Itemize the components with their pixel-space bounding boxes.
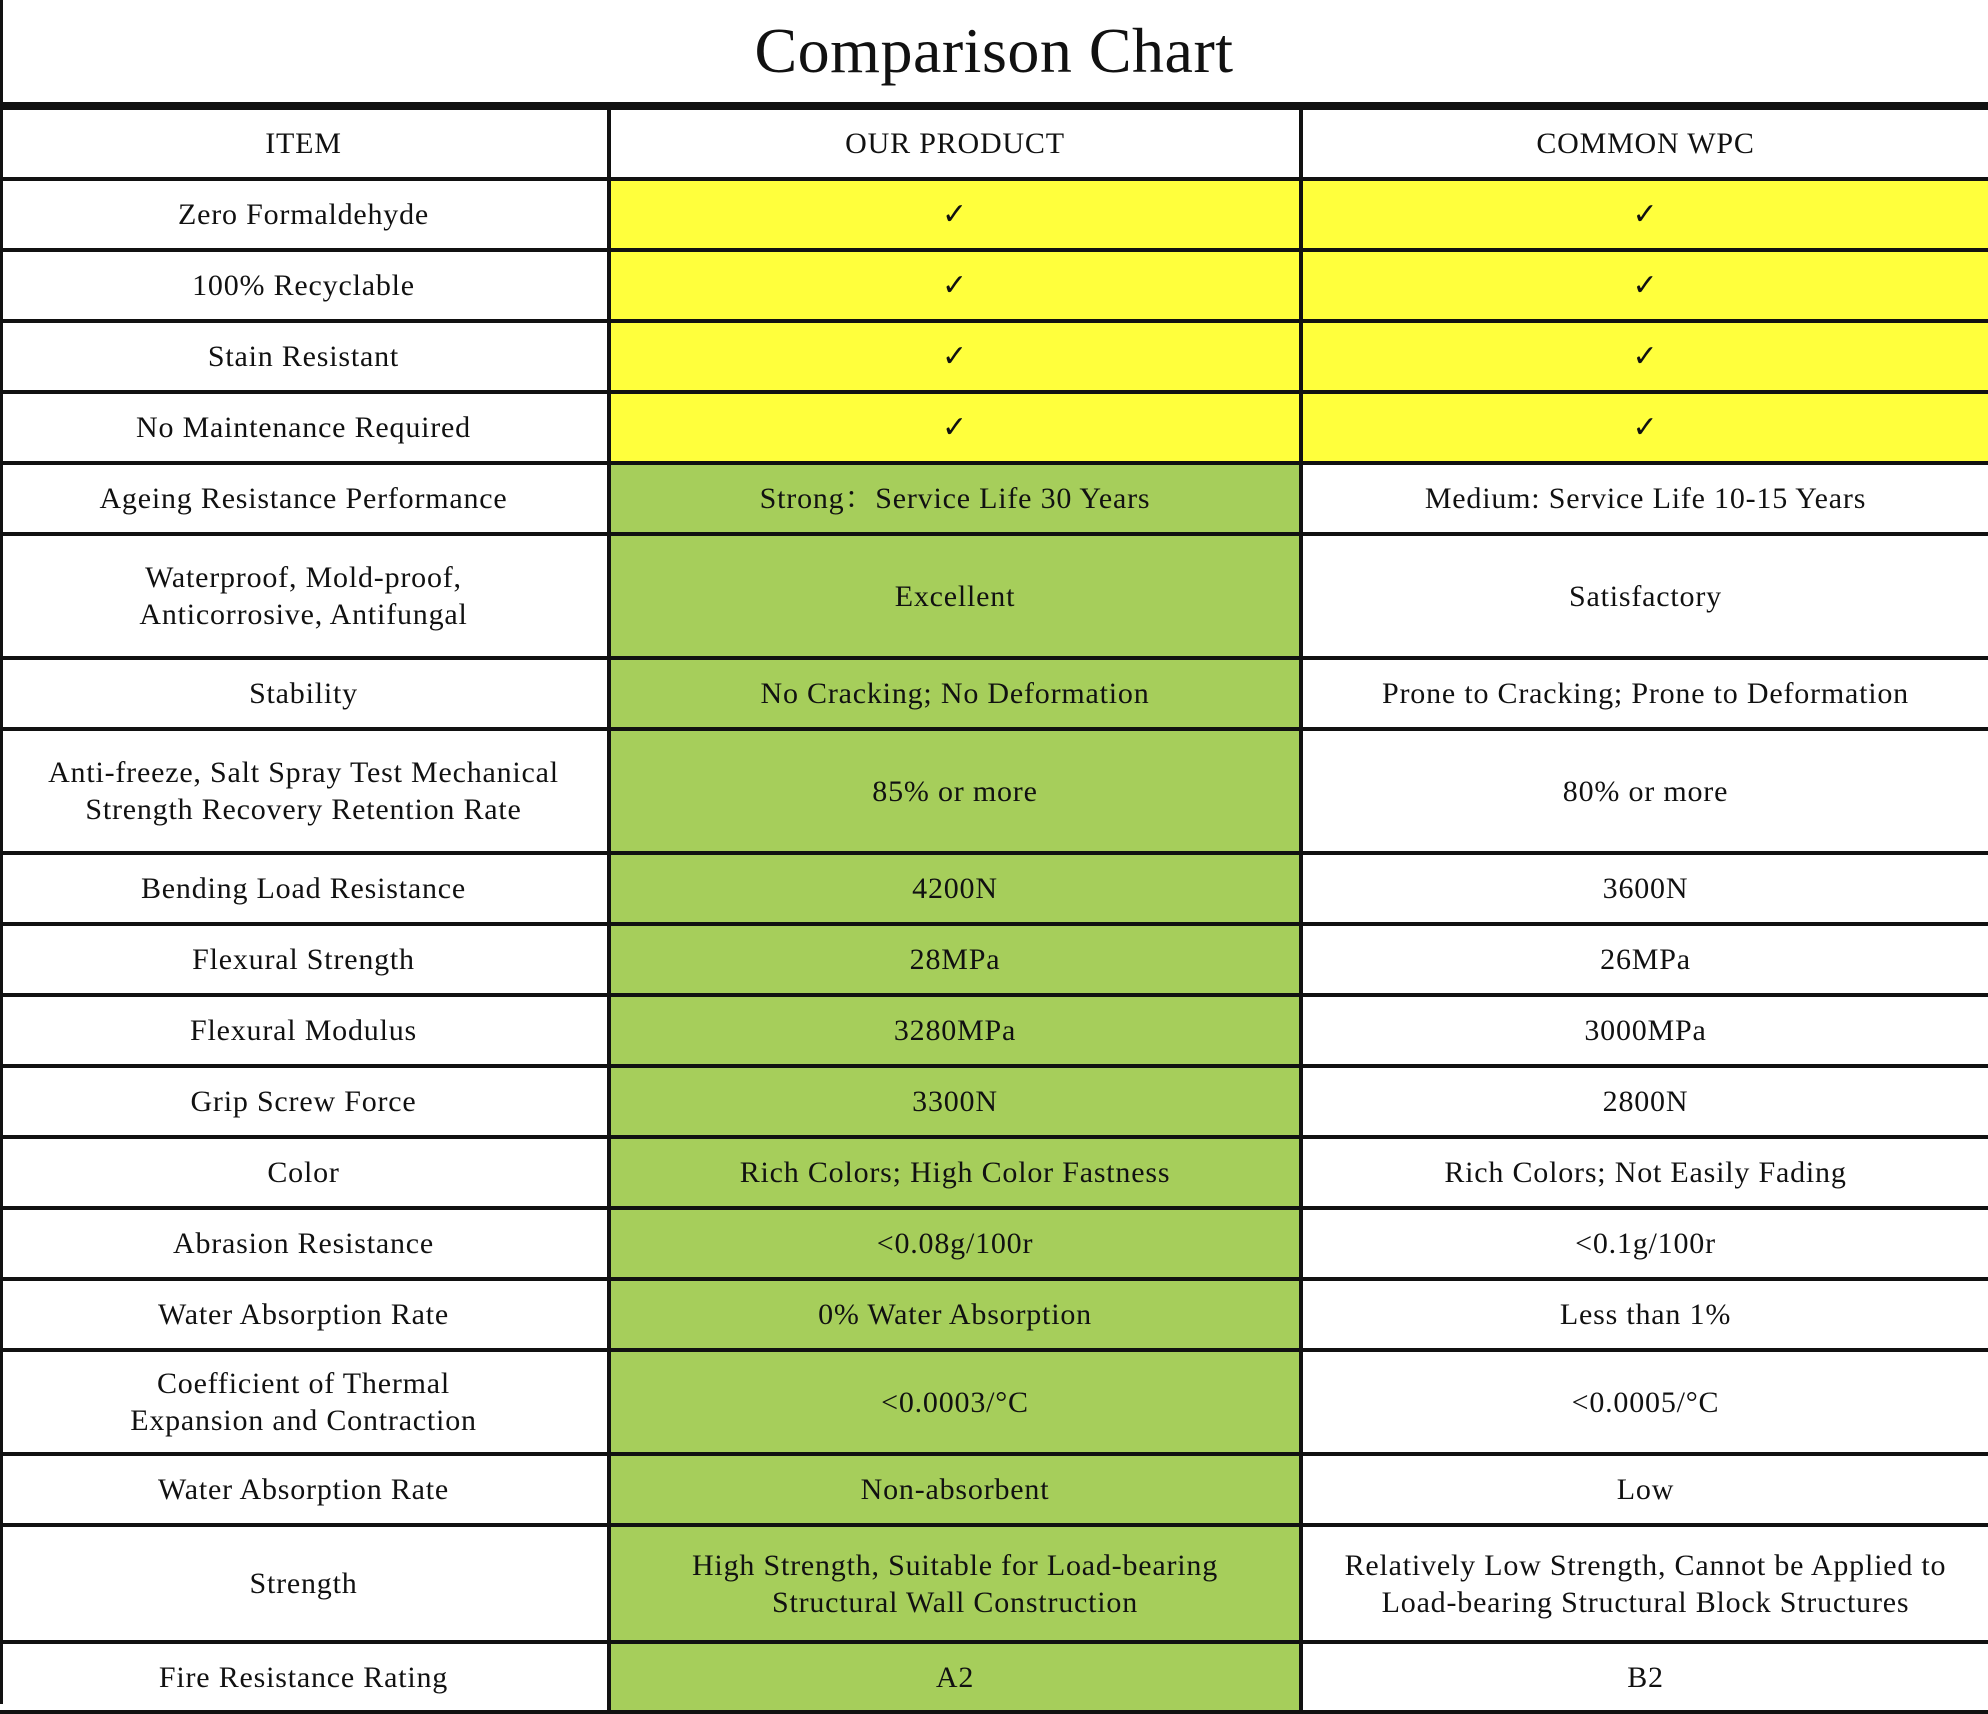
common-wpc-check-icon: ✓ [1301,392,1988,463]
table-row [0,250,1988,321]
our-product-value: Non-absorbent [609,1454,1301,1525]
table-row [0,658,1988,729]
our-product-value: <0.08g/100r [609,1208,1301,1279]
our-product-value: 0% Water Absorption [609,1279,1301,1350]
common-wpc-value: 2800N [1301,1066,1988,1137]
chart-title: Comparison Chart [0,0,1988,106]
row-item: Color [0,1137,609,1208]
table-row [0,534,1988,658]
common-wpc-check-icon: ✓ [1301,250,1988,321]
header-our-product: OUR PRODUCT [609,108,1301,179]
common-wpc-check-icon: ✓ [1301,179,1988,250]
our-product-value: 3280MPa [609,995,1301,1066]
our-product-check-icon: ✓ [609,392,1301,463]
our-product-value: 4200N [609,853,1301,924]
common-wpc-value: 3000MPa [1301,995,1988,1066]
table-row [0,1642,1988,1712]
our-product-value: A2 [609,1642,1301,1712]
our-product-check-icon: ✓ [609,250,1301,321]
our-product-value: 28MPa [609,924,1301,995]
common-wpc-check-icon: ✓ [1301,321,1988,392]
row-item: Stability [0,658,609,729]
our-product-value: Excellent [609,534,1301,658]
table-row [0,924,1988,995]
row-item: 100% Recyclable [0,250,609,321]
our-product-value: No Cracking; No Deformation [609,658,1301,729]
table-row [0,729,1988,853]
table-row [0,1066,1988,1137]
row-item: Fire Resistance Rating [0,1642,609,1712]
common-wpc-value: Rich Colors; Not Easily Fading [1301,1137,1988,1208]
table-row [0,1137,1988,1208]
our-product-value: High Strength, Suitable for Load-bearing Structural Wall Construction [609,1525,1301,1642]
header-item: ITEM [0,108,609,179]
table-row [0,392,1988,463]
common-wpc-value: Less than 1% [1301,1279,1988,1350]
row-item: Anti-freeze, Salt Spray Test Mechanical Strength Recovery Retention Rate [0,729,609,853]
comparison-table [0,106,1988,1714]
row-item: Waterproof, Mold-proof, Anticorrosive, Antifungal [0,534,609,658]
table-row [0,179,1988,250]
common-wpc-value: 26MPa [1301,924,1988,995]
row-item: Flexural Strength [0,924,609,995]
header-row [0,108,1988,179]
row-item: Stain Resistant [0,321,609,392]
row-item: Grip Screw Force [0,1066,609,1137]
header-common-wpc: COMMON WPC [1301,108,1988,179]
common-wpc-value: 80% or more [1301,729,1988,853]
our-product-check-icon: ✓ [609,321,1301,392]
row-item: Water Absorption Rate [0,1279,609,1350]
table-row [0,995,1988,1066]
table-row [0,853,1988,924]
table-row [0,1454,1988,1525]
common-wpc-value: Satisfactory [1301,534,1988,658]
common-wpc-value: Medium: Service Life 10-15 Years [1301,463,1988,534]
common-wpc-value: <0.0005/°C [1301,1350,1988,1454]
table-row [0,1350,1988,1454]
row-item: Water Absorption Rate [0,1454,609,1525]
row-item: Abrasion Resistance [0,1208,609,1279]
common-wpc-value: Low [1301,1454,1988,1525]
common-wpc-value: Relatively Low Strength, Cannot be Applied to Load-bearing Structural Block Structures [1301,1525,1988,1642]
row-item: Coefficient of Thermal Expansion and Contraction [0,1350,609,1454]
table-row [0,1279,1988,1350]
our-product-check-icon: ✓ [609,179,1301,250]
our-product-value: Rich Colors; High Color Fastness [609,1137,1301,1208]
row-item: Zero Formaldehyde [0,179,609,250]
table-row [0,1208,1988,1279]
our-product-value: 3300N [609,1066,1301,1137]
row-item: Bending Load Resistance [0,853,609,924]
table-row [0,1525,1988,1642]
table-row [0,463,1988,534]
common-wpc-value: <0.1g/100r [1301,1208,1988,1279]
common-wpc-value: B2 [1301,1642,1988,1712]
row-item: No Maintenance Required [0,392,609,463]
our-product-value: Strong：Service Life 30 Years [609,463,1301,534]
row-item: Ageing Resistance Performance [0,463,609,534]
common-wpc-value: Prone to Cracking; Prone to Deformation [1301,658,1988,729]
table-row [0,321,1988,392]
our-product-value: 85% or more [609,729,1301,853]
our-product-value: <0.0003/°C [609,1350,1301,1454]
row-item: Strength [0,1525,609,1642]
common-wpc-value: 3600N [1301,853,1988,924]
row-item: Flexural Modulus [0,995,609,1066]
